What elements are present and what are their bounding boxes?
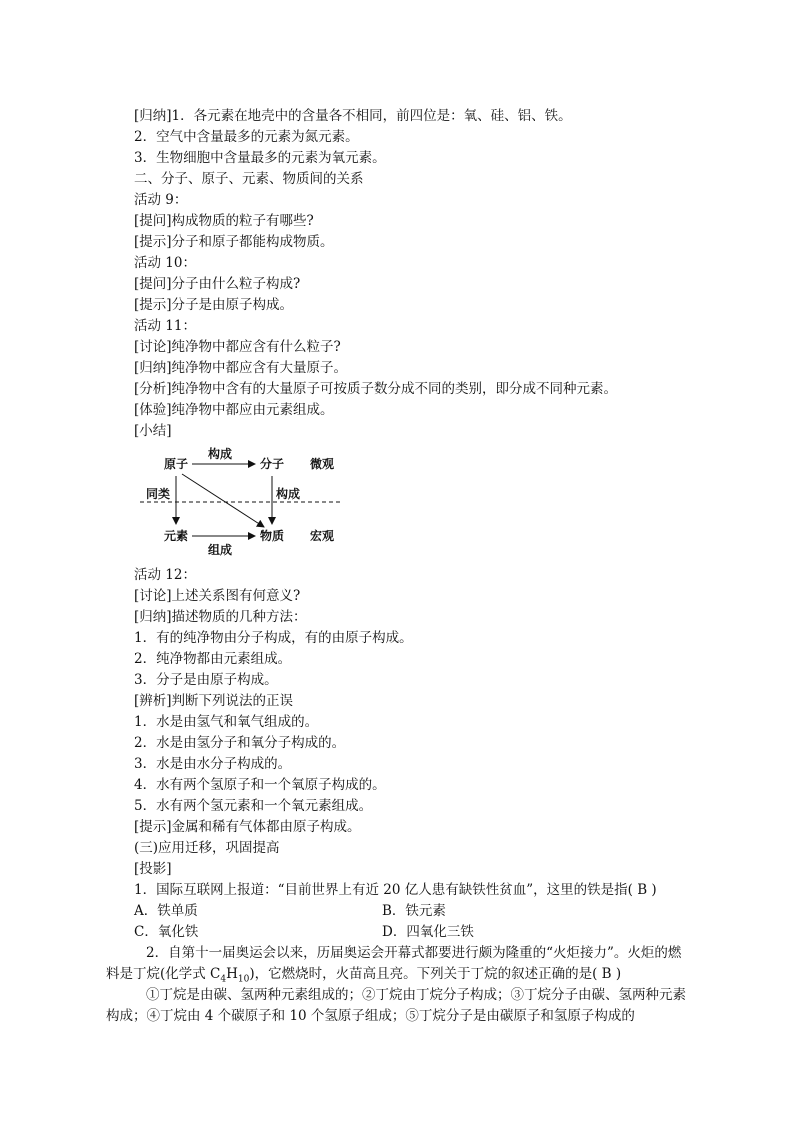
summary-line-1: [归纳]1．各元素在地壳中的含量各不相同，前四位是：氧、硅、铝、铁。	[134, 108, 572, 124]
activity-11-analysis: [分析]纯净物中含有的大量原子可按质子数分成不同的类别，即分成不同种元素。	[134, 381, 618, 397]
question-2-line-1: 2．自第十一届奥运会以来，历届奥运会开幕式都要进行颇为隆重的“火炬接力”。火炬的燃	[146, 945, 682, 961]
statement-3: 3．水是由水分子构成的。	[134, 756, 292, 772]
statement-2: 2．水是由氢分子和氧分子构成的。	[134, 735, 346, 751]
summary-line-3: 3．生物细胞中含量最多的元素为氧元素。	[134, 150, 386, 166]
activity-9-question: [提问]构成物质的粒子有哪些?	[134, 213, 314, 229]
q2-subscript-10: 10	[237, 974, 250, 985]
statement-5: 5．水有两个氢元素和一个氧元素组成。	[134, 798, 373, 814]
activity-11-summary: [归纳]纯净物中都应含有大量原子。	[134, 360, 348, 376]
activity-10-label: 活动 10：	[134, 255, 196, 271]
micro-label: 微观	[310, 457, 335, 471]
projection-label: [投影]	[134, 861, 172, 877]
activity-12-discussion: [讨论]上述关系图有何意义?	[134, 588, 301, 604]
q1-option-b: B．铁元素	[382, 903, 446, 919]
discrimination-heading: [辨析]判断下列说法的正误	[134, 693, 294, 709]
q1-option-c: C．氧化铁	[134, 924, 199, 940]
q2-line2-text-a: 料是丁烷(化学式 C	[106, 966, 221, 982]
activity-10-question: [提问]分子由什么粒子构成?	[134, 276, 301, 292]
activity-11-label: 活动 11：	[134, 318, 196, 334]
section-heading: 二、分子、原子、元素、物质间的关系	[134, 171, 364, 187]
question-2-line-3: ①丁烷是由碳、氢两种元素组成的；②丁烷由丁烷分子构成；③丁烷分子由碳、氢两种元素	[146, 987, 686, 1003]
activity-12-summary: [归纳]描述物质的几种方法：	[134, 609, 307, 625]
q2-subscript-4: 4	[220, 974, 227, 985]
activity-9-label: 活动 9：	[134, 192, 188, 208]
question-1: 1．国际互联网上报道：“目前世界上有近 20 亿人患有缺铁性贫血”，这里的铁是指( B )	[134, 882, 657, 898]
hint-metals: [提示]金属和稀有气体都由原子构成。	[134, 819, 361, 835]
statement-1: 1．水是由氢气和氧气组成的。	[134, 714, 319, 730]
q2-line2-text-b: H	[226, 966, 238, 982]
compose-label: 组成	[208, 543, 233, 557]
molecule-label: 分子	[260, 457, 285, 471]
activity-10-hint: [提示]分子是由原子构成。	[134, 297, 294, 313]
element-label: 元素	[164, 529, 189, 543]
activity-9-hint: [提示]分子和原子都能构成物质。	[134, 234, 334, 250]
q1-option-a: A．铁单质	[134, 903, 198, 919]
method-3: 3．分子是由原子构成。	[134, 672, 278, 688]
q1-option-d: D．四氧化三铁	[382, 924, 474, 940]
application-heading: (三)应用迁移，巩固提高	[134, 840, 280, 856]
method-1: 1．有的纯净物由分子构成，有的由原子构成。	[134, 630, 413, 646]
conclusion-label: [小结]	[134, 423, 172, 439]
substance-label: 物质	[260, 529, 285, 543]
arrow-atom-to-substance	[182, 474, 264, 527]
activity-12-label: 活动 12：	[134, 567, 196, 583]
activity-11-experience: [体验]纯净物中都应由元素组成。	[134, 402, 334, 418]
macro-label: 宏观	[310, 529, 335, 543]
summary-line-2: 2．空气中含量最多的元素为氮元素。	[134, 129, 359, 145]
method-2: 2．纯净物都由元素组成。	[134, 651, 292, 667]
activity-11-discussion: [讨论]纯净物中都应含有什么粒子?	[134, 339, 341, 355]
q2-line2-text-c: )，它燃烧时，火苗高且亮。下列关于丁烷的叙述正确的是( B )	[249, 966, 622, 982]
constitute-right-label: 构成	[276, 487, 301, 501]
constitute-top-label: 构成	[208, 447, 233, 461]
same-kind-label: 同类	[146, 487, 171, 501]
statement-4: 4．水有两个氢原子和一个氧原子构成的。	[134, 777, 386, 793]
atom-label: 原子	[164, 457, 189, 471]
question-2-line-4: 构成；④丁烷由 4 个碳原子和 10 个氢原子组成；⑤丁烷分子是由碳原子和氢原子构成的	[106, 1008, 635, 1024]
relationship-diagram	[140, 440, 350, 560]
